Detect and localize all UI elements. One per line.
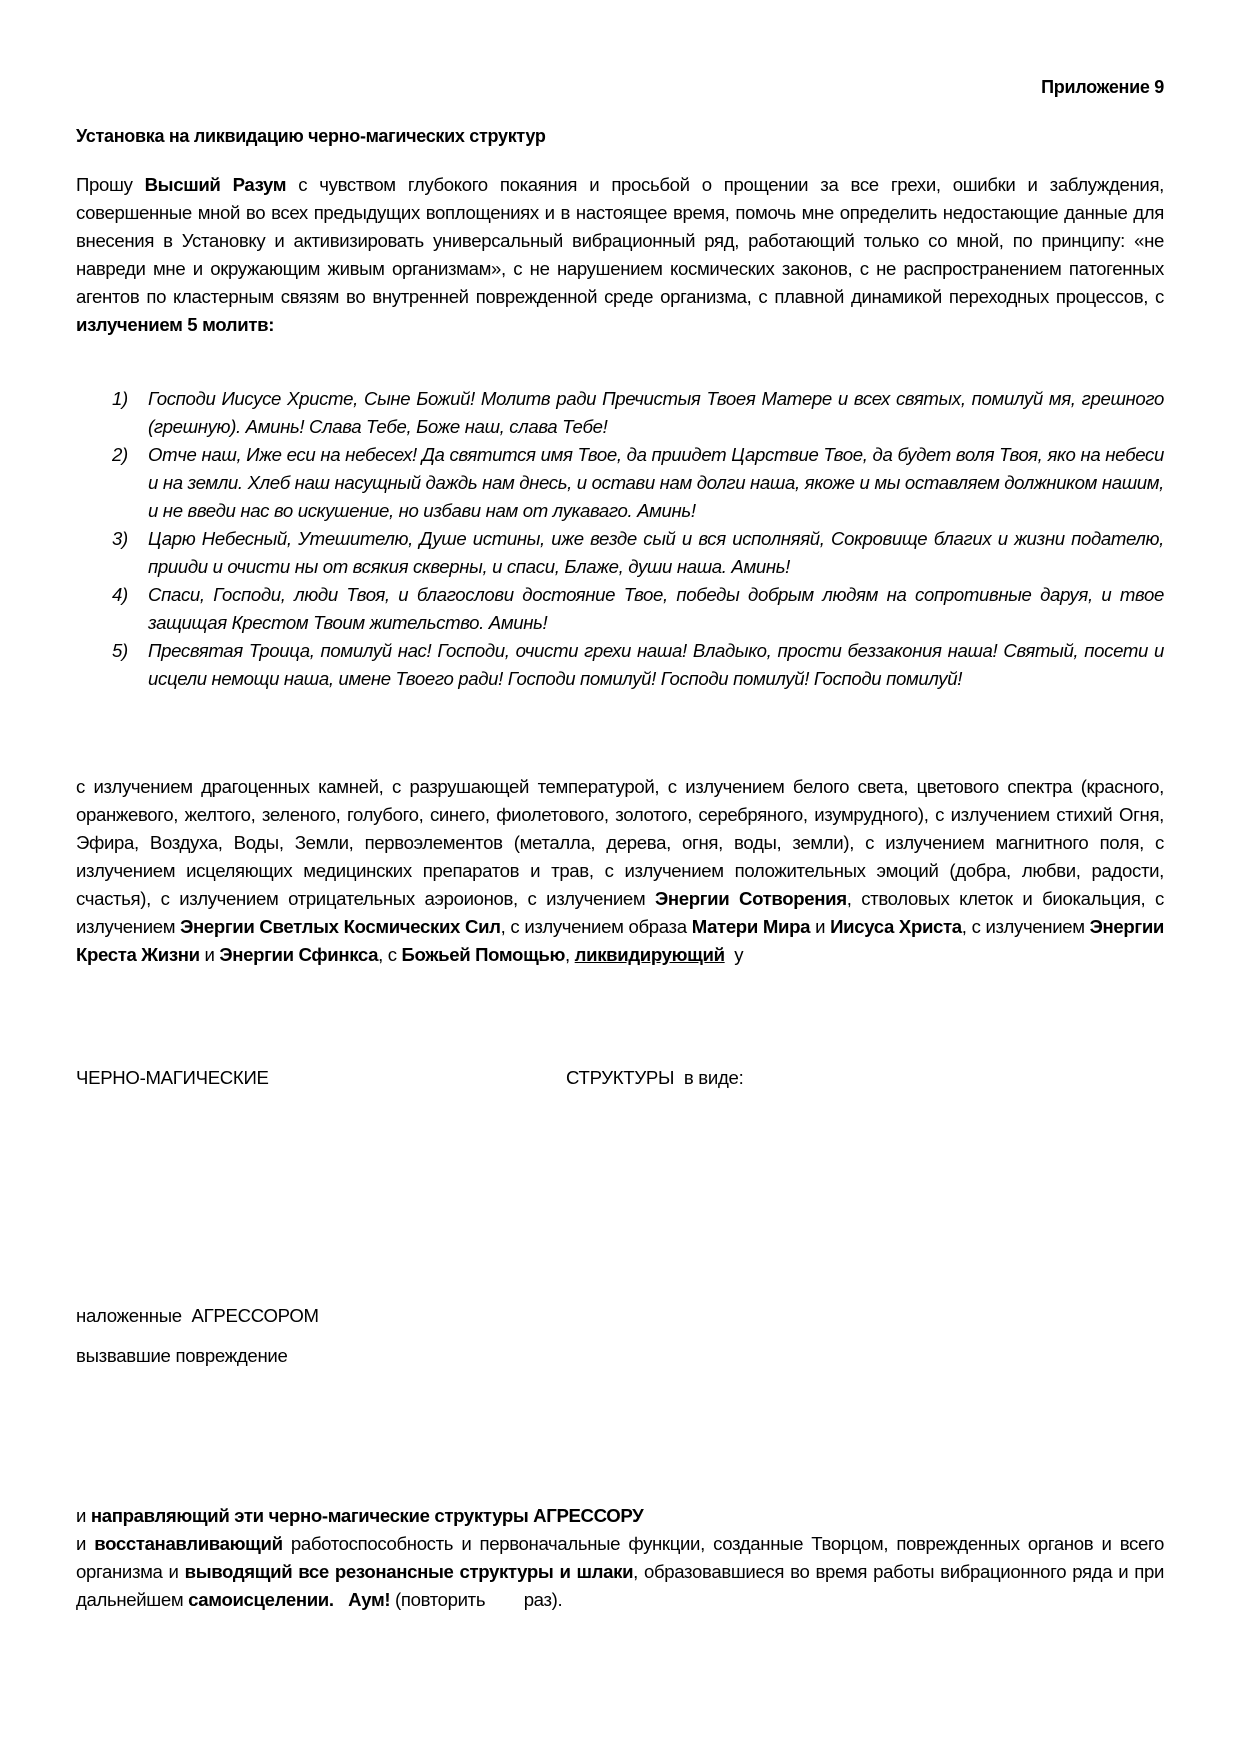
- emissions-text: , стволовых клеток и биокальция, с излучением: [76, 888, 1164, 937]
- emissions-bold: Энергии Светлых Космических Сил: [180, 916, 501, 937]
- black-magic-label: ЧЕРНО-МАГИЧЕСКИЕ: [76, 1067, 269, 1088]
- closing-text: и: [76, 1505, 91, 1526]
- closing-paragraph: [76, 1502, 1164, 1614]
- emissions-text: с излучением драгоценных камней, с разрушающей температурой, с излучением белого света, цветового спектра (красного, оранжевого, желтого, зеленого, голубого, синего, фиолетового, золотого, серебряного, изумрудного), с излучением стихий Огня, Эфира, Воздуха, Воды, Земли, первоэлементов (металла, дерева, огня, воды, земли), с излучением магнитного поля, с излучением исцеляющих медицинских препаратов и трав, с излучением положительных эмоций (добра, любви, радости, счастья), с излучением отрицательных аэроионов, с излучением: [76, 776, 1164, 909]
- closing-bold: направляющий эти черно-магические структуры АГРЕССОРУ: [90, 1505, 644, 1526]
- closing-line-1: [76, 1502, 1164, 1530]
- emissions-text: у: [724, 944, 744, 965]
- prayer-number: 5): [112, 640, 128, 661]
- prayer-text: Спаси, Господи, люди Твоя, и благослови достояние Твое, победы добрым людям на сопротивные даруя, и твое защищая Крестом Твоим жительство. Аминь!: [148, 584, 1164, 633]
- emissions-text: , с излучением: [961, 916, 1090, 937]
- document-title: Установка на ликвидацию черно-магических структур: [76, 126, 546, 146]
- prayer-text: Царю Небесный, Утешителю, Душе истины, иже везде сый и вся исполняяй, Сокровище благих и жизни подателю, прииди и очисти ны от всякия скверны, и спаси, Блаже, души наша. Аминь!: [148, 528, 1164, 577]
- imposed-by-aggressor-label: наложенные АГРЕССОРОМ: [76, 1305, 319, 1326]
- prayer-item: [112, 441, 1164, 525]
- emissions-text: и: [810, 916, 831, 937]
- emissions-paragraph: [76, 773, 1164, 969]
- structures-label: СТРУКТУРЫ в виде:: [566, 1067, 744, 1088]
- prayer-text: Отче наш, Иже еси на небесех! Да святится имя Твое, да приидет Царствие Твое, да будет воля Твоя, яко на небеси и на земли. Хлеб наш насущный даждь нам днесь, и остави нам долги наша, якоже и мы оставляем должником нашим, и не введи нас во искушение, но избави нам от лукаваго. Аминь!: [148, 444, 1164, 521]
- appendix-label: Приложение 9: [1041, 77, 1164, 97]
- prayer-item: [112, 637, 1164, 693]
- prayer-item: [112, 385, 1164, 441]
- prayer-list: [112, 385, 1164, 693]
- emissions-text: , с излучением образа: [500, 916, 692, 937]
- intro-text: Прошу: [76, 174, 145, 195]
- closing-bold: восстанавливающий: [94, 1533, 283, 1554]
- emissions-bold: Энергии Креста Жизни: [76, 916, 1164, 965]
- closing-repeat-text: (повторить раз).: [390, 1589, 563, 1610]
- emissions-bold: Иисуса Христа: [830, 916, 962, 937]
- emissions-bold: Энергии Сфинкса: [219, 944, 379, 965]
- prayer-item: [112, 581, 1164, 637]
- closing-text: работоспособность и первоначальные функции, созданные Творцом, поврежденных органов и всего организма и: [76, 1533, 1164, 1582]
- prayer-number: 1): [112, 388, 128, 409]
- prayer-text: Пресвятая Троица, помилуй нас! Господи, очисти грехи наша! Владыко, прости беззакония наша! Святый, посети и исцели немощи наша, имене Твоего ради! Господи помилуй! Господи помилуй! Господи помилуй!: [148, 640, 1164, 689]
- closing-text: и: [76, 1533, 95, 1554]
- prayer-text: Господи Иисусе Христе, Сыне Божий! Молитв ради Пречистыя Твоея Матере и всех святых, помилуй мя, грешного (грешную). Аминь! Слава Тебе, Боже наш, слава Тебе!: [148, 388, 1164, 437]
- prayer-number: 2): [112, 444, 128, 465]
- emissions-bold: Божьей Помощью: [401, 944, 566, 965]
- intro-bold-five-prayers: излучением 5 молитв:: [76, 314, 275, 335]
- closing-bold-aum: самоисцелении. Аум!: [188, 1589, 391, 1610]
- intro-text: с чувством глубокого покаяния и просьбой о прощении за все грехи, ошибки и заблуждения, совершенные мной во всех предыдущих воплощениях и в настоящее время, помочь мне определить недостающие данные для внесения в Установку и активизировать универсальный вибрационный ряд, работающий только со мной, по принципу: «не навреди мне и окружающим живым организмам», с не нарушением космических законов, с не распространением патогенных агентов по кластерным связям во внутренней поврежденной среде организма, с плавной динамикой переходных процессов, с: [76, 174, 1165, 307]
- intro-bold-higher-mind: Высший Разум: [144, 174, 287, 195]
- emissions-bold: Энергии Сотворения: [655, 888, 847, 909]
- prayer-number: 3): [112, 528, 128, 549]
- emissions-text: , с: [378, 944, 402, 965]
- emissions-bold: Матери Мира: [691, 916, 811, 937]
- emissions-text: ,: [565, 944, 575, 965]
- intro-paragraph: [76, 171, 1164, 339]
- emissions-text: и: [199, 944, 220, 965]
- closing-body: [76, 1530, 1164, 1614]
- prayer-number: 4): [112, 584, 128, 605]
- caused-damage-label: вызвавшие повреждение: [76, 1345, 288, 1366]
- closing-text: , образовавшиеся во время работы вибрационного ряда и при дальнейшем: [76, 1561, 1164, 1610]
- prayer-item: [112, 525, 1164, 581]
- closing-bold: выводящий все резонансные структуры и шлаки: [184, 1561, 634, 1582]
- emissions-bold-underlined: ликвидирующий: [574, 944, 725, 965]
